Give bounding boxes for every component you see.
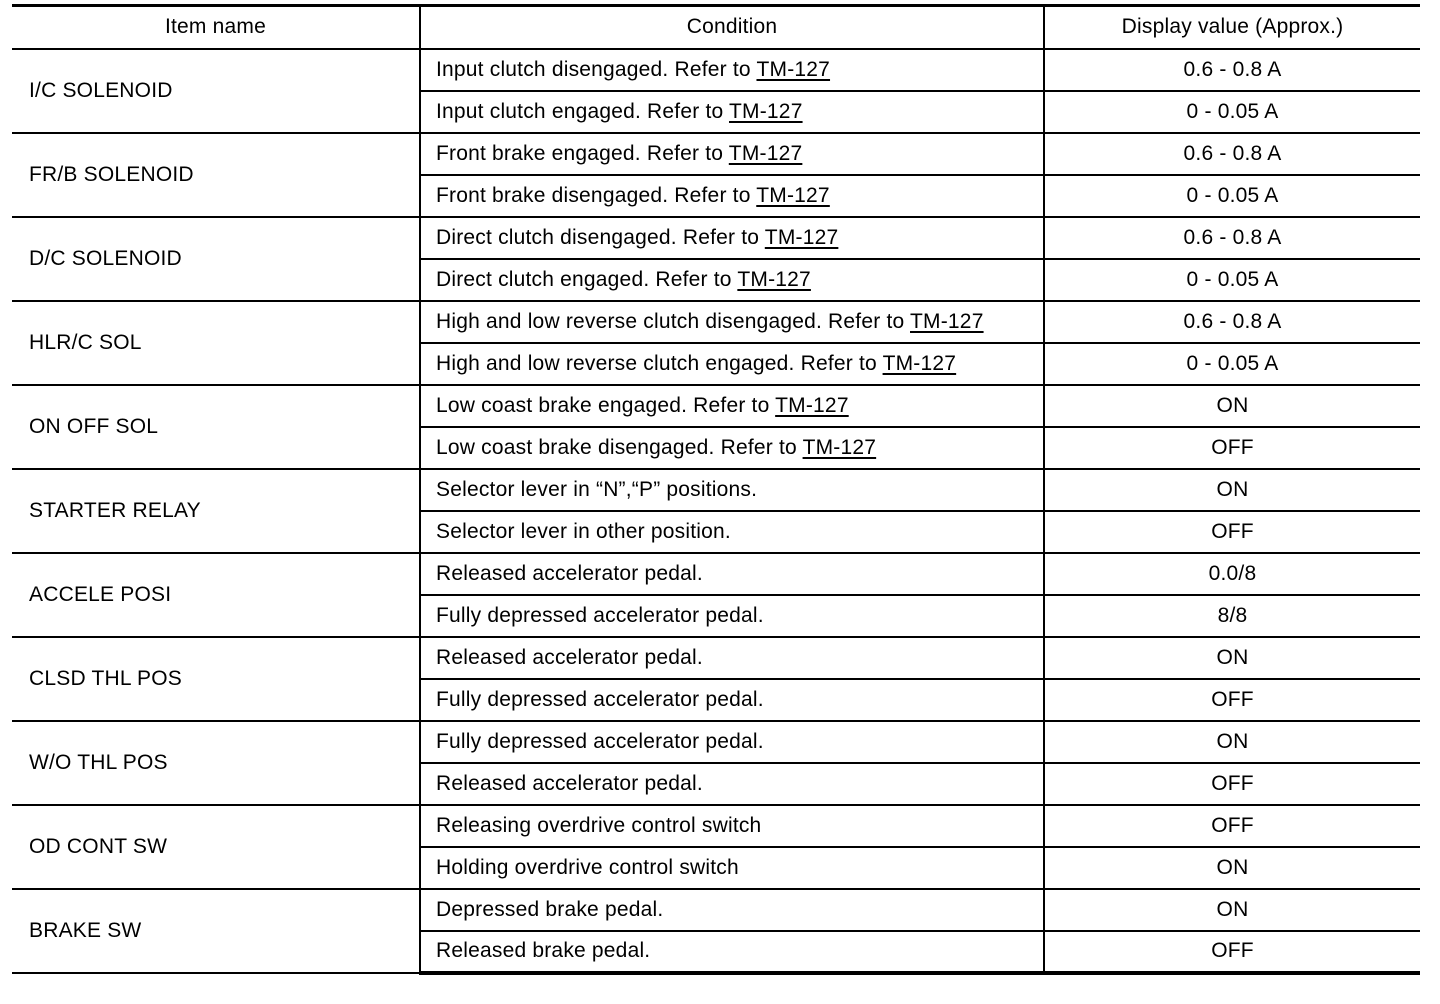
condition-text: Low coast brake disengaged. Refer to xyxy=(436,435,803,459)
table-row xyxy=(12,469,1420,511)
reference-link[interactable]: TM-127 xyxy=(775,393,849,417)
condition-cell xyxy=(420,637,1044,679)
item-name-cell: FR/B SOLENOID xyxy=(12,133,420,217)
reference-link[interactable]: TM-127 xyxy=(882,351,957,375)
condition-text: Released accelerator pedal. xyxy=(436,645,703,669)
display-value-cell: ON xyxy=(1044,847,1420,889)
condition-text: High and low reverse clutch engaged. Refer to xyxy=(436,351,883,375)
condition-cell xyxy=(420,343,1044,385)
item-name-cell: HLR/C SOL xyxy=(12,301,420,385)
item-name-cell: W/O THL POS xyxy=(12,721,420,805)
condition-cell xyxy=(420,889,1044,931)
table-row xyxy=(12,805,1420,847)
table-row xyxy=(12,133,1420,175)
table-row xyxy=(12,301,1420,343)
condition-cell xyxy=(420,259,1044,301)
condition-text: Releasing overdrive control switch xyxy=(436,813,762,837)
table-row xyxy=(12,385,1420,427)
reference-link[interactable]: TM-127 xyxy=(756,57,831,81)
condition-text: Holding overdrive control switch xyxy=(436,855,739,879)
display-value-cell: 0 - 0.05 A xyxy=(1044,343,1420,385)
condition-text: Released accelerator pedal. xyxy=(436,771,703,795)
condition-cell xyxy=(420,595,1044,637)
data-monitor-table xyxy=(12,4,1420,975)
condition-cell xyxy=(420,721,1044,763)
reference-link[interactable]: TM-127 xyxy=(728,141,803,165)
condition-text: Fully depressed accelerator pedal. xyxy=(436,729,764,753)
header-item-name: Item name xyxy=(12,6,420,49)
condition-cell xyxy=(420,805,1044,847)
condition-text: Input clutch engaged. Refer to xyxy=(436,99,730,123)
condition-cell xyxy=(420,847,1044,889)
condition-text: Direct clutch engaged. Refer to xyxy=(436,267,738,291)
table-row xyxy=(12,721,1420,763)
condition-cell xyxy=(420,931,1044,973)
display-value-cell: ON xyxy=(1044,637,1420,679)
condition-cell xyxy=(420,469,1044,511)
item-name-cell: BRAKE SW xyxy=(12,889,420,973)
condition-cell xyxy=(420,91,1044,133)
condition-cell xyxy=(420,763,1044,805)
condition-cell xyxy=(420,49,1044,91)
display-value-cell: ON xyxy=(1044,385,1420,427)
condition-cell xyxy=(420,679,1044,721)
condition-text: Low coast brake engaged. Refer to xyxy=(436,393,776,417)
display-value-cell: ON xyxy=(1044,889,1420,931)
table-row xyxy=(12,889,1420,931)
condition-text: Released brake pedal. xyxy=(436,939,651,962)
reference-link[interactable]: TM-127 xyxy=(729,99,803,123)
display-value-cell: 0 - 0.05 A xyxy=(1044,175,1420,217)
item-name-cell: STARTER RELAY xyxy=(12,469,420,553)
condition-cell xyxy=(420,301,1044,343)
condition-text: Selector lever in other position. xyxy=(436,519,731,543)
display-value-cell: OFF xyxy=(1044,763,1420,805)
display-value-cell: ON xyxy=(1044,721,1420,763)
display-value-cell: OFF xyxy=(1044,931,1420,973)
table-row xyxy=(12,553,1420,595)
condition-text: Fully depressed accelerator pedal. xyxy=(436,687,764,711)
condition-cell xyxy=(420,385,1044,427)
header-row xyxy=(12,6,1420,49)
table-row xyxy=(12,49,1420,91)
item-name-cell: CLSD THL POS xyxy=(12,637,420,721)
display-value-cell: 0 - 0.05 A xyxy=(1044,259,1420,301)
condition-cell xyxy=(420,511,1044,553)
display-value-cell: 0.6 - 0.8 A xyxy=(1044,301,1420,343)
display-value-cell: 0.6 - 0.8 A xyxy=(1044,133,1420,175)
table-body xyxy=(12,49,1420,973)
display-value-cell: OFF xyxy=(1044,427,1420,469)
reference-link[interactable]: TM-127 xyxy=(756,183,830,207)
condition-text: Fully depressed accelerator pedal. xyxy=(436,603,764,627)
table-row xyxy=(12,217,1420,259)
header-display-value: Display value (Approx.) xyxy=(1044,6,1420,49)
reference-link[interactable]: TM-127 xyxy=(764,225,839,249)
condition-text: Selector lever in “N”,“P” positions. xyxy=(436,477,758,501)
reference-link[interactable]: TM-127 xyxy=(910,309,984,333)
display-value-cell: ON xyxy=(1044,469,1420,511)
condition-text: Direct clutch disengaged. Refer to xyxy=(436,225,765,249)
reference-link[interactable]: TM-127 xyxy=(802,435,877,459)
condition-text: Front brake engaged. Refer to xyxy=(436,141,729,165)
display-value-cell: 0.6 - 0.8 A xyxy=(1044,49,1420,91)
header-condition: Condition xyxy=(420,6,1044,49)
item-name-cell: ACCELE POSI xyxy=(12,553,420,637)
item-name-cell: D/C SOLENOID xyxy=(12,217,420,301)
item-name-cell: OD CONT SW xyxy=(12,805,420,889)
display-value-cell: 0.0/8 xyxy=(1044,553,1420,595)
item-name-cell: I/C SOLENOID xyxy=(12,49,420,133)
condition-cell xyxy=(420,175,1044,217)
display-value-cell: 0.6 - 0.8 A xyxy=(1044,217,1420,259)
condition-text: Depressed brake pedal. xyxy=(436,897,664,921)
condition-cell xyxy=(420,427,1044,469)
condition-text: Input clutch disengaged. Refer to xyxy=(436,57,757,81)
condition-cell xyxy=(420,133,1044,175)
table-row xyxy=(12,637,1420,679)
display-value-cell: 0 - 0.05 A xyxy=(1044,91,1420,133)
item-name-cell: ON OFF SOL xyxy=(12,385,420,469)
condition-text: Front brake disengaged. Refer to xyxy=(436,183,757,207)
display-value-cell: OFF xyxy=(1044,805,1420,847)
display-value-cell: OFF xyxy=(1044,511,1420,553)
display-value-cell: 8/8 xyxy=(1044,595,1420,637)
reference-link[interactable]: TM-127 xyxy=(737,267,811,291)
display-value-cell: OFF xyxy=(1044,679,1420,721)
condition-text: Released accelerator pedal. xyxy=(436,561,703,585)
condition-cell xyxy=(420,553,1044,595)
condition-text: High and low reverse clutch disengaged. Refer to xyxy=(436,309,911,333)
condition-cell xyxy=(420,217,1044,259)
